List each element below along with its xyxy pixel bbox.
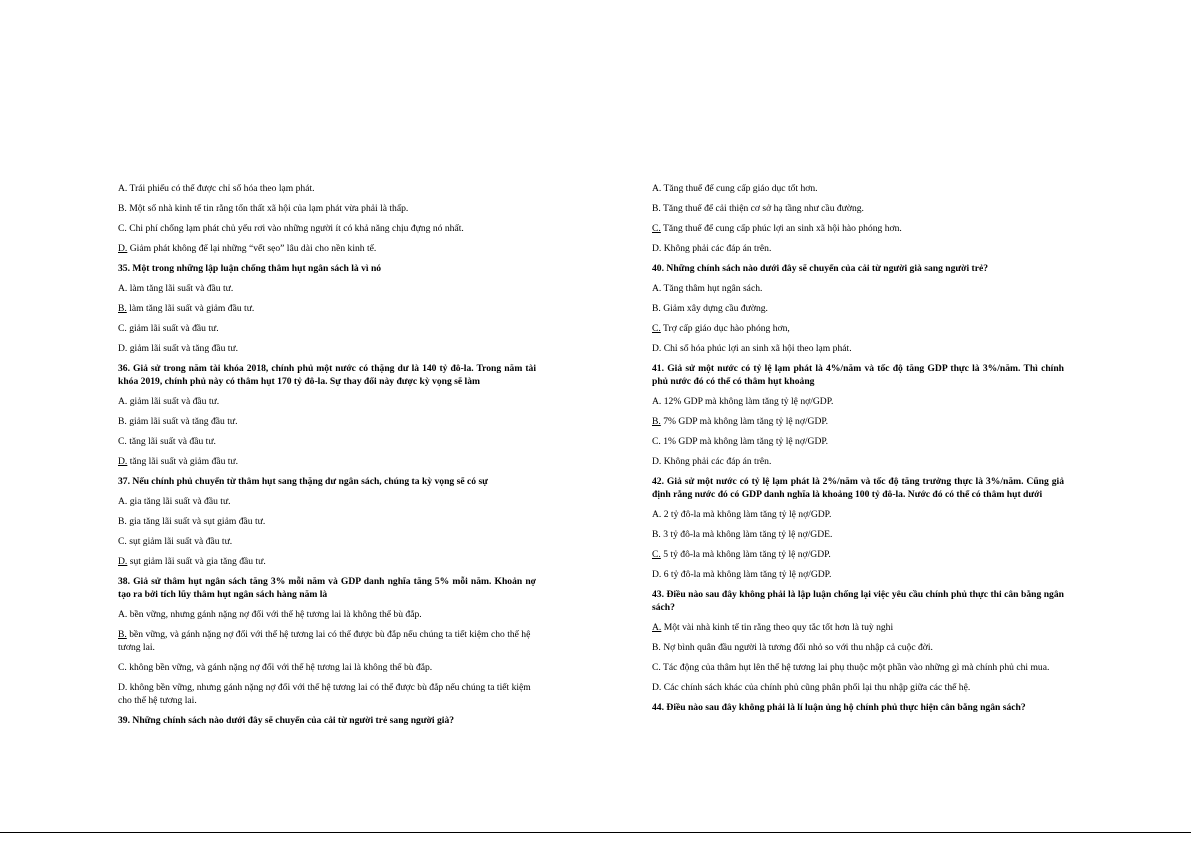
answer-key: D.	[652, 456, 662, 467]
answer-text: Giảm xây dựng cầu đường.	[660, 303, 768, 314]
answer-key: B.	[652, 203, 661, 214]
answer-option-correct	[652, 548, 1064, 561]
answer-key: A.	[652, 183, 662, 194]
answer-option-correct	[118, 628, 536, 654]
answer-option	[118, 661, 536, 674]
question-text: 39. Những chính sách nào dưới đây sẽ chuyển của cải từ người trẻ sang người già?	[118, 715, 455, 726]
answer-text: tăng lãi suất và giảm đầu tư.	[127, 456, 239, 467]
answer-text: Tăng thuế để cung cấp giáo dục tốt hơn.	[661, 183, 818, 194]
answer-key: C.	[118, 662, 127, 673]
answer-option	[118, 681, 536, 707]
answer-text: Trợ cấp giáo dục hào phóng hơn,	[660, 323, 790, 334]
answer-option-correct	[652, 415, 1064, 428]
answer-text: 1% GDP mà không làm tăng tỷ lệ nợ/GDP.	[660, 436, 829, 447]
answer-text: bền vững, và gánh nặng nợ đối với thế hệ tương lai có thể được bù đắp nếu chúng ta tiết kiệm cho thế hệ tương lai.	[118, 629, 531, 653]
question-text: 35. Một trong những lập luận chống thâm hụt ngân sách là vì nó	[118, 263, 382, 274]
answer-option	[118, 202, 536, 215]
answer-option-correct	[118, 555, 536, 568]
answer-text: Một vài nhà kinh tế tin rằng theo quy tắc tốt hơn là tuỳ nghi	[661, 622, 894, 633]
answer-option	[652, 395, 1064, 408]
answer-text: 7% GDP mà không làm tăng tỷ lệ nợ/GDP.	[660, 416, 829, 427]
answer-key: C.	[118, 436, 127, 447]
answer-option	[652, 435, 1064, 448]
answer-text: Tăng thuế để cải thiện cơ sở hạ tầng như cầu đường.	[660, 203, 864, 214]
answer-key: C.	[652, 223, 661, 234]
answer-text: làm tăng lãi suất và giảm đầu tư.	[126, 303, 255, 314]
answer-key: C.	[652, 323, 661, 334]
answer-text: 2 tỷ đô-la mà không làm tăng tỷ lệ nợ/GDP.	[661, 509, 832, 520]
answer-text: Chi phí chống lạm phát chủ yếu rơi vào những người ít có khả năng chịu đựng nó nhất.	[126, 223, 464, 234]
answer-key: A.	[652, 509, 662, 520]
answer-key: B.	[118, 203, 127, 214]
answer-key: D.	[118, 456, 128, 467]
answer-key: A.	[118, 183, 128, 194]
answer-key: A.	[652, 283, 662, 294]
answer-text: Tăng thâm hụt ngân sách.	[661, 283, 763, 294]
answer-text: Trái phiếu có thể được chỉ số hóa theo lạm phát.	[127, 183, 315, 194]
answer-text: Không phải các đáp án trên.	[661, 243, 772, 254]
answer-option	[118, 322, 536, 335]
bottom-rule	[0, 832, 1191, 833]
answer-key: C.	[118, 323, 127, 334]
answer-text: giảm lãi suất và tăng đầu tư.	[127, 343, 239, 354]
answer-key: D.	[118, 343, 128, 354]
answer-option	[118, 535, 536, 548]
answer-text: gia tăng lãi suất và sụt giảm đầu tư.	[126, 516, 266, 527]
answer-option	[652, 568, 1064, 581]
answer-option	[652, 302, 1064, 315]
answer-text: tăng lãi suất và đầu tư.	[126, 436, 216, 447]
answer-option	[118, 415, 536, 428]
answer-text: Một số nhà kinh tế tin rằng tổn thất xã hội của lạm phát vừa phải là thấp.	[126, 203, 409, 214]
answer-option	[652, 342, 1064, 355]
answer-text: Chỉ số hóa phúc lợi an sinh xã hội theo lạm phát.	[661, 343, 852, 354]
answer-key: A.	[118, 396, 128, 407]
question-text: 42. Giả sử một nước có tỷ lệ lạm phát là 2%/năm và tốc độ tăng trưởng thực là 3%/năm. Cũng giả định rằng nước đó có GDP danh nghĩa là khoảng 100 tỷ đô-la. Nước đó có thể có thâm hụt dưới	[652, 476, 1064, 500]
answer-option	[652, 182, 1064, 195]
answer-option	[652, 641, 1064, 654]
answer-option	[652, 661, 1064, 674]
answer-text: không bền vững, và gánh nặng nợ đối với thế hệ tương lai là không thể bù đắp.	[126, 662, 433, 673]
answer-option	[118, 342, 536, 355]
question-text: 43. Điều nào sau đây không phải là lập luận chống lại việc yêu cầu chính phủ thực thi cân bằng ngân sách?	[652, 589, 1064, 613]
answer-key: B.	[118, 303, 127, 314]
answer-text: Tác động của thâm hụt lên thế hệ tương lai phụ thuộc một phần vào những gì mà chính phủ chi mua.	[660, 662, 1050, 673]
answer-text: giảm lãi suất và đầu tư.	[127, 396, 220, 407]
answer-option-correct	[652, 222, 1064, 235]
answer-key: A.	[652, 622, 662, 633]
answer-text: 6 tỷ đô-la mà không làm tăng tỷ lệ nợ/GDP.	[661, 569, 832, 580]
answer-key: A.	[118, 283, 128, 294]
answer-key: D.	[118, 682, 128, 693]
answer-option	[118, 395, 536, 408]
question-text: 44. Điều nào sau đây không phải là lí luận ủng hộ chính phủ thực hiện cân bằng ngân sách?	[652, 702, 1026, 713]
left-column	[118, 182, 536, 734]
answer-option	[652, 681, 1064, 694]
answer-text: không bền vững, nhưng gánh nặng nợ đối với thế hệ tương lai có thể được bù đắp nếu chúng ta tiết kiệm cho thế hệ tương lai.	[118, 682, 531, 706]
answer-text: Không phải các đáp án trên.	[661, 456, 772, 467]
answer-text: Các chính sách khác của chính phủ cũng phân phối lại thu nhập giữa các thế hệ.	[661, 682, 971, 693]
answer-text: sụt giảm lãi suất và đầu tư.	[126, 536, 233, 547]
answer-text: 3 tỷ đô-la mà không làm tăng tỷ lệ nợ/GDE.	[660, 529, 833, 540]
answer-option	[118, 608, 536, 621]
answer-text: Giảm phát không để lại những “vết sẹo” lâu dài cho nền kinh tế.	[127, 243, 377, 254]
answer-option	[652, 282, 1064, 295]
answer-option-correct	[652, 322, 1064, 335]
answer-text: giảm lãi suất và đầu tư.	[126, 323, 219, 334]
answer-text: 5 tỷ đô-la mà không làm tăng tỷ lệ nợ/GDP.	[660, 549, 831, 560]
question-text: 38. Giả sử thâm hụt ngân sách tăng 3% mỗi năm và GDP danh nghĩa tăng 5% mỗi năm. Khoản nợ tạo ra bởi tích lũy thâm hụt ngân sách hàng năm là	[118, 576, 536, 600]
answer-text: bền vững, nhưng gánh nặng nợ đối với thế hệ tương lai là không thể bù đắp.	[127, 609, 422, 620]
answer-key: B.	[652, 303, 661, 314]
answer-text: giảm lãi suất và tăng đầu tư.	[126, 416, 238, 427]
answer-option	[652, 202, 1064, 215]
answer-text: gia tăng lãi suất và đầu tư.	[127, 496, 231, 507]
answer-key: D.	[652, 343, 662, 354]
answer-key: B.	[652, 529, 661, 540]
answer-key: A.	[652, 396, 662, 407]
answer-key: C.	[652, 662, 661, 673]
answer-option-correct	[118, 302, 536, 315]
answer-key: C.	[652, 549, 661, 560]
question-text: 40. Những chính sách nào dưới đây sẽ chuyển của cải từ người già sang người trẻ?	[652, 263, 989, 274]
answer-key: C.	[118, 223, 127, 234]
answer-text: làm tăng lãi suất và đầu tư.	[127, 283, 234, 294]
answer-option	[118, 182, 536, 195]
answer-key: B.	[118, 516, 127, 527]
answer-option	[118, 282, 536, 295]
answer-option-correct	[118, 242, 536, 255]
question-text: 41. Giả sử một nước có tỷ lệ lạm phát là 4%/năm và tốc độ tăng GDP thực là 3%/năm. Thì chính phủ nước đó có thể có thâm hụt khoảng	[652, 363, 1064, 387]
answer-option	[652, 455, 1064, 468]
question-text: 36. Giả sử trong năm tài khóa 2018, chính phủ một nước có thặng dư là 140 tỷ đô-la. Trong năm tài khóa 2019, chính phủ này có thâm hụt 170 tỷ đô-la. Sự thay đổi này được kỳ vọng sẽ làm	[118, 363, 536, 387]
answer-option-correct	[118, 455, 536, 468]
answer-text: Nợ bình quân đầu người là tương đối nhỏ so với thu nhập cả cuộc đời.	[660, 642, 933, 653]
answer-option-correct	[652, 621, 1064, 634]
answer-key: B.	[652, 416, 661, 427]
answer-key: B.	[118, 629, 127, 640]
answer-key: B.	[118, 416, 127, 427]
answer-option	[118, 435, 536, 448]
answer-option	[118, 222, 536, 235]
answer-option	[652, 508, 1064, 521]
answer-key: B.	[652, 642, 661, 653]
answer-option	[652, 528, 1064, 541]
answer-option	[652, 242, 1064, 255]
answer-key: C.	[118, 536, 127, 547]
answer-option	[118, 495, 536, 508]
answer-key: D.	[118, 556, 128, 567]
right-column	[652, 182, 1064, 721]
answer-key: D.	[118, 243, 128, 254]
answer-key: D.	[652, 569, 662, 580]
answer-option	[118, 515, 536, 528]
answer-key: C.	[652, 436, 661, 447]
answer-key: D.	[652, 243, 662, 254]
answer-text: 12% GDP mà không làm tăng tỷ lệ nợ/GDP.	[661, 396, 834, 407]
answer-text: sụt giảm lãi suất và gia tăng đầu tư.	[127, 556, 266, 567]
answer-text: Tăng thuế để cung cấp phúc lợi an sinh xã hội hào phóng hơn.	[660, 223, 902, 234]
answer-key: D.	[652, 682, 662, 693]
answer-key: A.	[118, 609, 128, 620]
question-text: 37. Nếu chính phủ chuyển từ thâm hụt sang thặng dư ngân sách, chúng ta kỳ vọng sẽ có sự	[118, 476, 488, 487]
answer-key: A.	[118, 496, 128, 507]
